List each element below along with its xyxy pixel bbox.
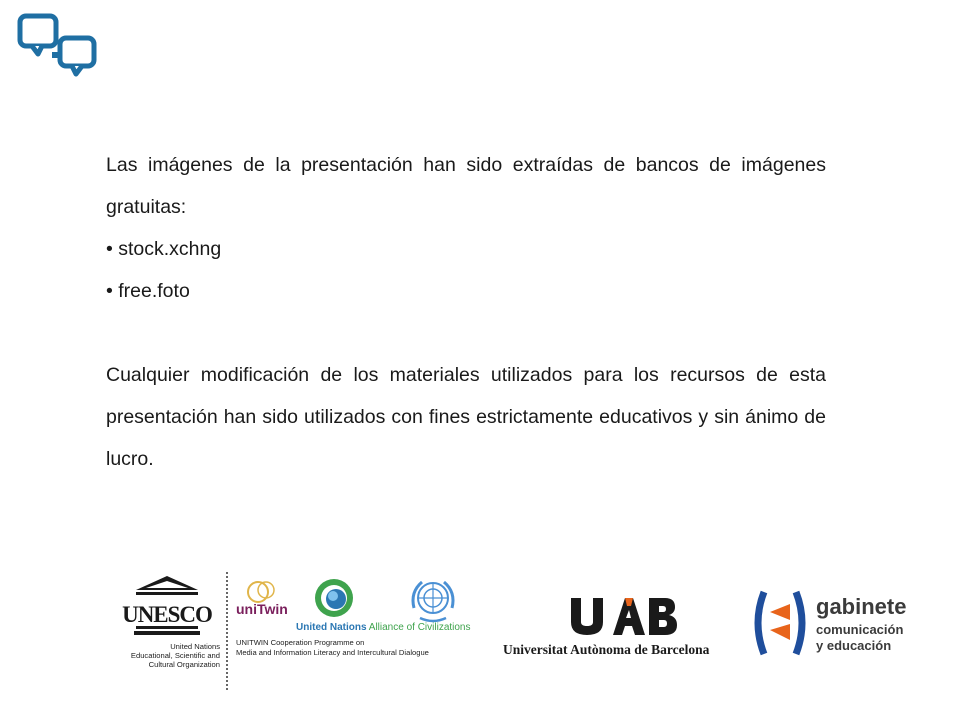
intro-paragraph: Las imágenes de la presentación han sido extraídas de bancos de imágenes gratuitas: [106, 154, 826, 218]
gabinete-line2: y educación [816, 638, 892, 653]
gabinete-title: gabinete [816, 594, 907, 619]
unitwin-caption: UNITWIN Cooperation Programme on Media and Information Literacy and Intercultural Dialogue [236, 638, 429, 657]
uab-wordmark-icon [569, 596, 677, 636]
gabinete-logo [750, 590, 950, 660]
dotted-divider [226, 572, 234, 690]
disclaimer-paragraph: Cualquier modificación de los materiales utilizados para los recursos de esta presentación han sido utilizados con fines estrictamente educativos y sin ánimo de lucro. [106, 364, 826, 470]
chat-bubbles-icon [16, 12, 100, 80]
unesco-logo [108, 574, 226, 669]
bullet-free-foto: • free.foto [106, 280, 190, 302]
gabinete-brackets-icon [750, 590, 810, 656]
partner-logos [0, 560, 960, 690]
bullet-stock-xchng: • stock.xchng [106, 238, 222, 260]
uab-logo [503, 596, 743, 658]
unitwin-logo [236, 578, 292, 628]
unaoc-label: United Nations Alliance of Civilizations [296, 622, 471, 633]
unesco-wordmark: UNESCO [122, 602, 212, 627]
gabinete-line1: comunicación [816, 622, 904, 637]
unesco-temple-icon [122, 574, 212, 638]
slide-text [106, 144, 826, 480]
un-emblem-icon [408, 578, 458, 626]
uab-caption: Universitat Autònoma de Barcelona [503, 642, 710, 657]
unesco-caption: United Nations Educational, Scientific and Cultural Organization [130, 642, 220, 669]
unitwin-wordmark: uniTwin [236, 601, 288, 617]
